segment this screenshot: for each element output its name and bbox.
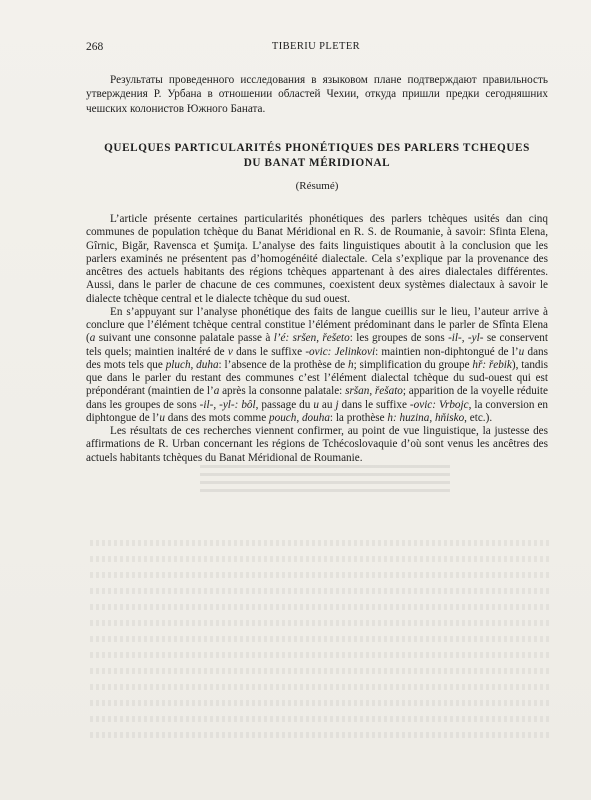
article-title <box>86 141 548 171</box>
bleed-through-line <box>90 716 550 722</box>
body-paragraph-1: L’article présente certaines particularités phonétiques des parlers tchèques usités dan cinq communes de population tchèque du Banat Méridional en R. S. de Roumanie, à savoir: Sfinta Elena, Gîrnic, Bigăr, Ravensca et Şumiţa. L’analyse des faits linguistiques aboutit à la conclusion que les parlers examinés ne présentent pas d’homogénéité dialectale. Cela s’explique par la provenance des ancêtres des actuels habitants des régions tchèques appartenant à des aires dialectales différentes. Aussi, dans le parler de chacune de ces communes, coexistent deux systèmes dialectaux à savoir le dialecte tchèque central et le dialecte tchèque du sud ouest. <box>86 213 548 305</box>
bleed-through-line <box>90 572 550 578</box>
bleed-through-line <box>90 668 550 674</box>
bleed-through-line <box>90 684 550 690</box>
body-paragraph-2: En s’appuyant sur l’analyse phonétique des faits de langue cueillis sur le lieu, l’auteur arrive à conclure que l’élément tchèque central constitue l’élément prédominant dans le parler de Sfînta Elena (a suivant une consonne palatale passe à l’é: sršen, řešeto: les groupes de sons -il-, -yl- se conservent tels quels; maintien inaltéré de v dans le suffixe -ovic: Jelinkovi: maintien non-diphtongué de l’u dans des mots tels que pluch, duha: l’absence de la prothèse de h; simplification du groupe hř: řebik), tandis que dans le parler du restant des communes c’est l’élément dialectal tchèque du sud-ouest qui est prépondérant (maintien de l’a après la consonne palatale: sršan, řešato; apparition de la voyelle réduite dans les groupes de sons -il-, -yl-: bôl, passage du u au j dans le suffixe -ovic: Vrbojc, la conversion en diphtongue de l’u dans des mots comme pouch, douha: la prothèse h: huzina, hňisko, etc.). <box>86 305 549 424</box>
bleed-through-line <box>90 588 550 594</box>
bleed-through-line <box>90 540 550 546</box>
bleed-through-line <box>90 636 550 642</box>
body-paragraph-3: Les résultats de ces recherches viennent confirmer, au point de vue linguistique, la justesse des affirmations de R. Urban concernant les régions de Tchécoslovaquie d’où sont venus les ancêtres des actuels habitants tchèques du Banat Méridional de Roumanie. <box>86 425 548 464</box>
bleed-through-line <box>90 556 550 562</box>
bleed-through-line <box>90 700 550 706</box>
bleed-through-line <box>90 620 550 626</box>
bleed-through-line <box>90 604 550 610</box>
article-title-line-2: DU BANAT MÉRIDIONAL <box>243 157 391 169</box>
bleed-through-line <box>90 732 550 738</box>
page-number: 268 <box>86 41 104 53</box>
page-header <box>86 41 546 55</box>
article-body <box>86 213 548 465</box>
bleed-through-title <box>200 465 450 495</box>
russian-summary-paragraph: Результаты проведенного исследования в языковом плане подтверждают правильность утверждения Р. Урбана в отношении областей Чехии, откуда пришли предки сегодняшних чешских колонистов Южного Баната. <box>86 74 548 115</box>
running-head: TIBERIU PLETER <box>271 41 361 52</box>
bleed-through-line <box>90 652 550 658</box>
article-title-line-1: QUELQUES PARTICULARITÉS PHONÉTIQUES DES PARLERS TCHEQUES <box>104 142 530 154</box>
resume-label: (Résumé) <box>295 180 339 192</box>
